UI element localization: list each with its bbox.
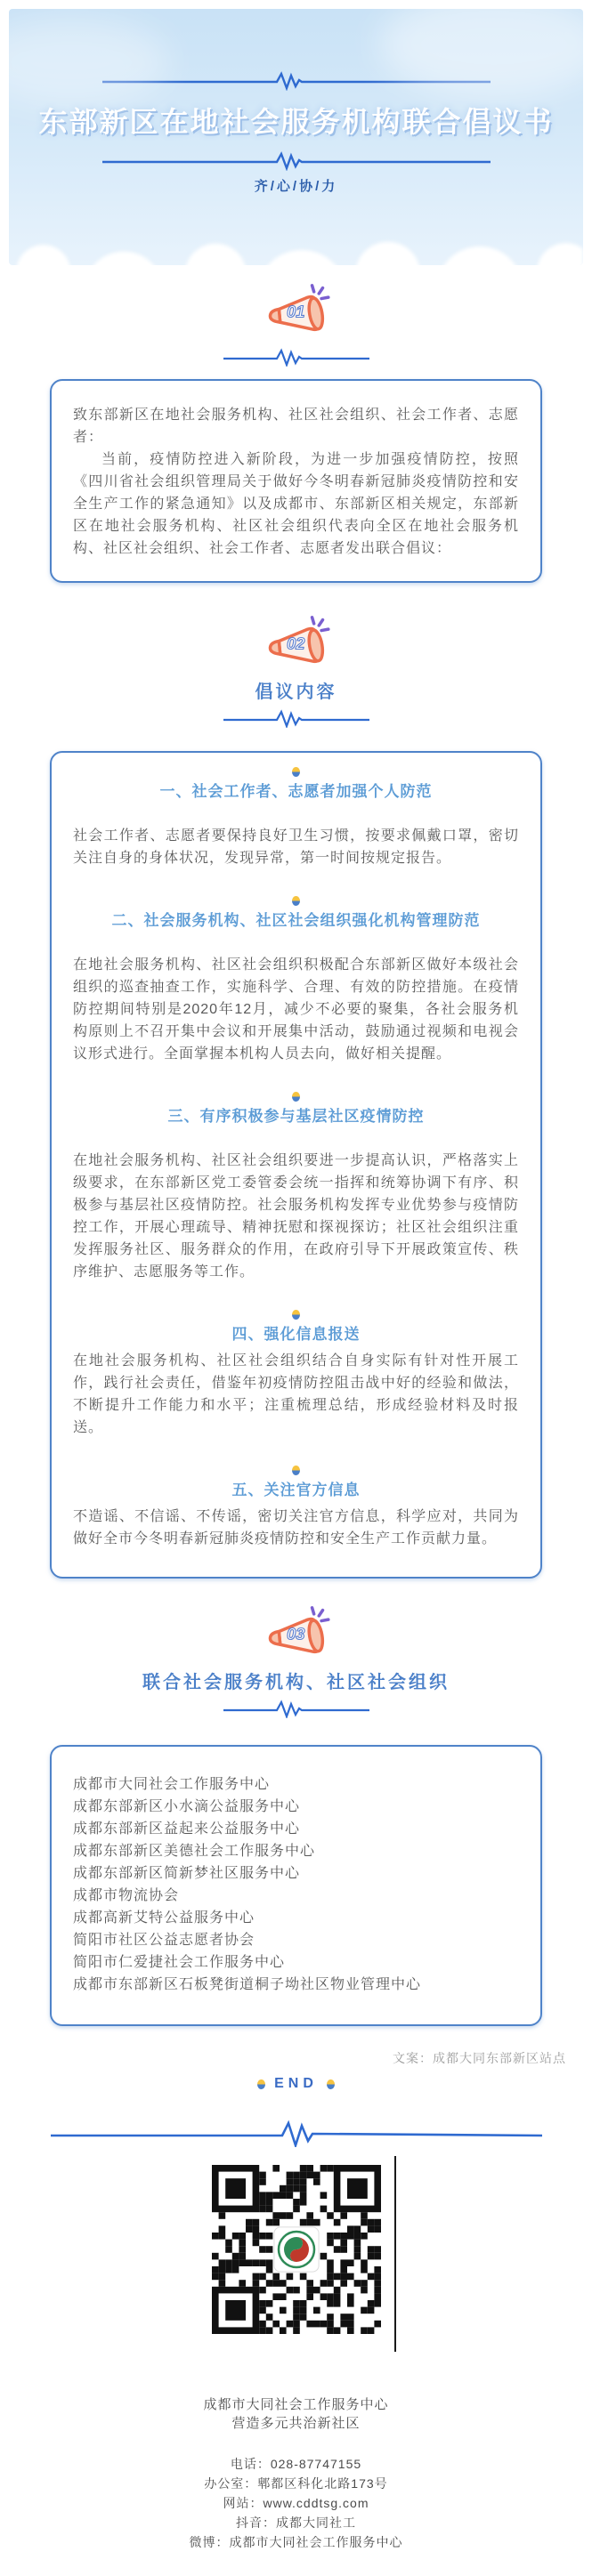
proposal-item-body: 社会工作者、志愿者要保持良好卫生习惯，按要求佩戴口罩，密切关注自身的身体状况，发现异常，第一时间按规定报告。 xyxy=(73,828,519,866)
organization-item: 成都东部新区美德社会工作服务中心 xyxy=(73,1844,316,1859)
organization-item: 成都市大同社会工作服务中心 xyxy=(73,1777,271,1792)
section-marker-02 xyxy=(0,615,592,728)
footer-slogan: 营造多元共治新社区 xyxy=(231,2416,361,2431)
organization-item: 成都东部新区益起来公益服务中心 xyxy=(73,1821,301,1837)
page-title: 东部新区在地社会服务机构联合倡议书 xyxy=(38,106,554,138)
end-label: END xyxy=(274,2076,318,2091)
megaphone-icon xyxy=(261,615,332,674)
organization-item: 成都市物流协会 xyxy=(73,1888,180,1903)
capsule-dot-icon xyxy=(292,1092,300,1102)
heartbeat-line-icon xyxy=(101,149,492,171)
proposal-item-heading: 三、有序积极参与基层社区疫情防控 xyxy=(167,1108,425,1125)
proposal-item-heading: 一、社会工作者、志愿者加强个人防范 xyxy=(159,783,433,800)
section-number: 03 xyxy=(286,1624,304,1643)
heartbeat-line-icon xyxy=(222,1699,371,1718)
capsule-dot-icon xyxy=(257,2079,265,2089)
proposal-item-body: 在地社会服务机构、社区社会组织结合自身实际有针对性开展工作，践行社会责任，借鉴年初疫情防控阻击战中好的经验和做法，不断提升工作能力和水平；注重梳理总结，形成经验材料及时报送。 xyxy=(73,1353,519,1435)
section-number: 01 xyxy=(286,302,304,321)
megaphone-icon xyxy=(261,1605,332,1664)
proposal-item-body: 在地社会服务机构、社区社会组织要进一步提高认识，严格落实上级要求，在东部新区党工委管委会统一指挥和统筹协调下有序、积极参与基层社区疫情防控。社会服务机构发挥专业优势参与疫情防控工作，开展心理疏导、精神抚慰和探视探访；社区社会组织注重发挥服务社区、服务群众的作用，在政府引导下开展政策宣传、秩序维护、志愿服务等工作。 xyxy=(73,1153,519,1280)
proposal-item xyxy=(73,1310,519,1439)
qr-code xyxy=(212,2165,381,2334)
organization-list xyxy=(73,1773,519,1996)
heartbeat-line-icon xyxy=(222,708,371,728)
heartbeat-line-icon xyxy=(49,2117,544,2147)
section-title: 联合社会服务机构、社区社会组织 xyxy=(142,1673,450,1692)
organization-item: 成都市东部新区石板凳街道桐子坳社区物业管理中心 xyxy=(73,1977,422,1992)
footer-contact-line: 抖音：成都大同社工 xyxy=(236,2515,356,2530)
banner-subtitle: 齐/心/协/力 xyxy=(254,179,338,194)
organization-item: 成都东部新区简新梦社区服务中心 xyxy=(73,1866,301,1881)
capsule-dot-icon xyxy=(292,1310,300,1320)
organization-item: 成都东部新区小水滴公益服务中心 xyxy=(73,1799,301,1814)
proposal-item xyxy=(73,1466,519,1550)
footer-contact-line: 微博：成都市大同社会工作服务中心 xyxy=(189,2535,403,2549)
section-marker-03 xyxy=(0,1605,592,1718)
capsule-dot-icon xyxy=(327,2079,335,2089)
qr-section xyxy=(0,2165,592,2356)
section-number: 02 xyxy=(286,634,304,653)
footer-contact-line: 电话：028-87747155 xyxy=(230,2457,362,2471)
proposal-item xyxy=(73,896,519,1065)
clouds-decoration xyxy=(9,199,583,265)
intro-card xyxy=(50,379,542,583)
footer-contact-line: 办公室：郫都区科化北路173号 xyxy=(204,2476,388,2491)
organization-item: 成都高新艾特公益服务中心 xyxy=(73,1910,255,1926)
footer-contacts xyxy=(0,2454,592,2552)
proposal-item xyxy=(73,1092,519,1283)
proposal-item-heading: 四、强化信息报送 xyxy=(231,1326,361,1343)
banner xyxy=(9,9,583,265)
proposal-item-body: 不造谣、不信谣、不传谣，密切关注官方信息，科学应对，共同为做好全市今冬明春新冠肺炎疫情防控和安全生产工作贡献力量。 xyxy=(73,1509,519,1546)
end-marker xyxy=(0,2076,592,2092)
capsule-dot-icon xyxy=(292,767,300,777)
proposal-card xyxy=(50,751,542,1579)
section-marker-01 xyxy=(0,283,592,367)
footer-contact-line: 网站：www.cddtsg.com xyxy=(223,2496,369,2510)
vertical-divider xyxy=(394,2156,396,2352)
proposal-item xyxy=(73,767,519,869)
credit-line: 文案：成都大同东部新区站点 xyxy=(393,2051,566,2065)
proposal-item-heading: 二、社会服务机构、社区社会组织强化机构管理防范 xyxy=(111,912,481,929)
organizations-card xyxy=(50,1745,542,2026)
organization-item: 简阳市社区公益志愿者协会 xyxy=(73,1933,255,1948)
capsule-dot-icon xyxy=(292,1466,300,1475)
footer xyxy=(0,2395,592,2576)
organization-item: 简阳市仁爱捷社会工作服务中心 xyxy=(73,1955,286,1970)
footer-org-name: 成都市大同社会工作服务中心 xyxy=(203,2397,389,2412)
proposal-item-heading: 五、关注官方信息 xyxy=(231,1482,361,1498)
intro-paragraph: 当前，疫情防控进入新阶段，为进一步加强疫情防控，按照《四川省社会组织管理局关于做好今冬明春新冠肺炎疫情防控和安全生产工作的紧急通知》以及成都市、东部新区相关规定，东部新区在地社会服务机构、社区社会组织代表向全区在地社会服务机构、社区社会组织、社会工作者、志愿者发出联合倡议： xyxy=(73,452,519,556)
proposal-item-body: 在地社会服务机构、社区社会组织积极配合东部新区做好本级社会组织的巡查抽查工作，实施科学、合理、有效的防控措施。在疫情防控期间特别是2020年12月，减少不必要的聚集，各社会服务机构原则上不召开集中会议和开展集中活动，鼓励通过视频和电视会议形式进行。全面掌握本机构人员去向，做好相关提醒。 xyxy=(73,957,519,1062)
heartbeat-line-icon xyxy=(222,347,371,367)
intro-salutation: 致东部新区在地社会服务机构、社区社会组织、社会工作者、志愿者： xyxy=(73,408,519,445)
cloud-decoration xyxy=(9,18,169,107)
capsule-dot-icon xyxy=(292,896,300,906)
section-title: 倡议内容 xyxy=(255,682,337,702)
megaphone-icon xyxy=(261,283,332,342)
